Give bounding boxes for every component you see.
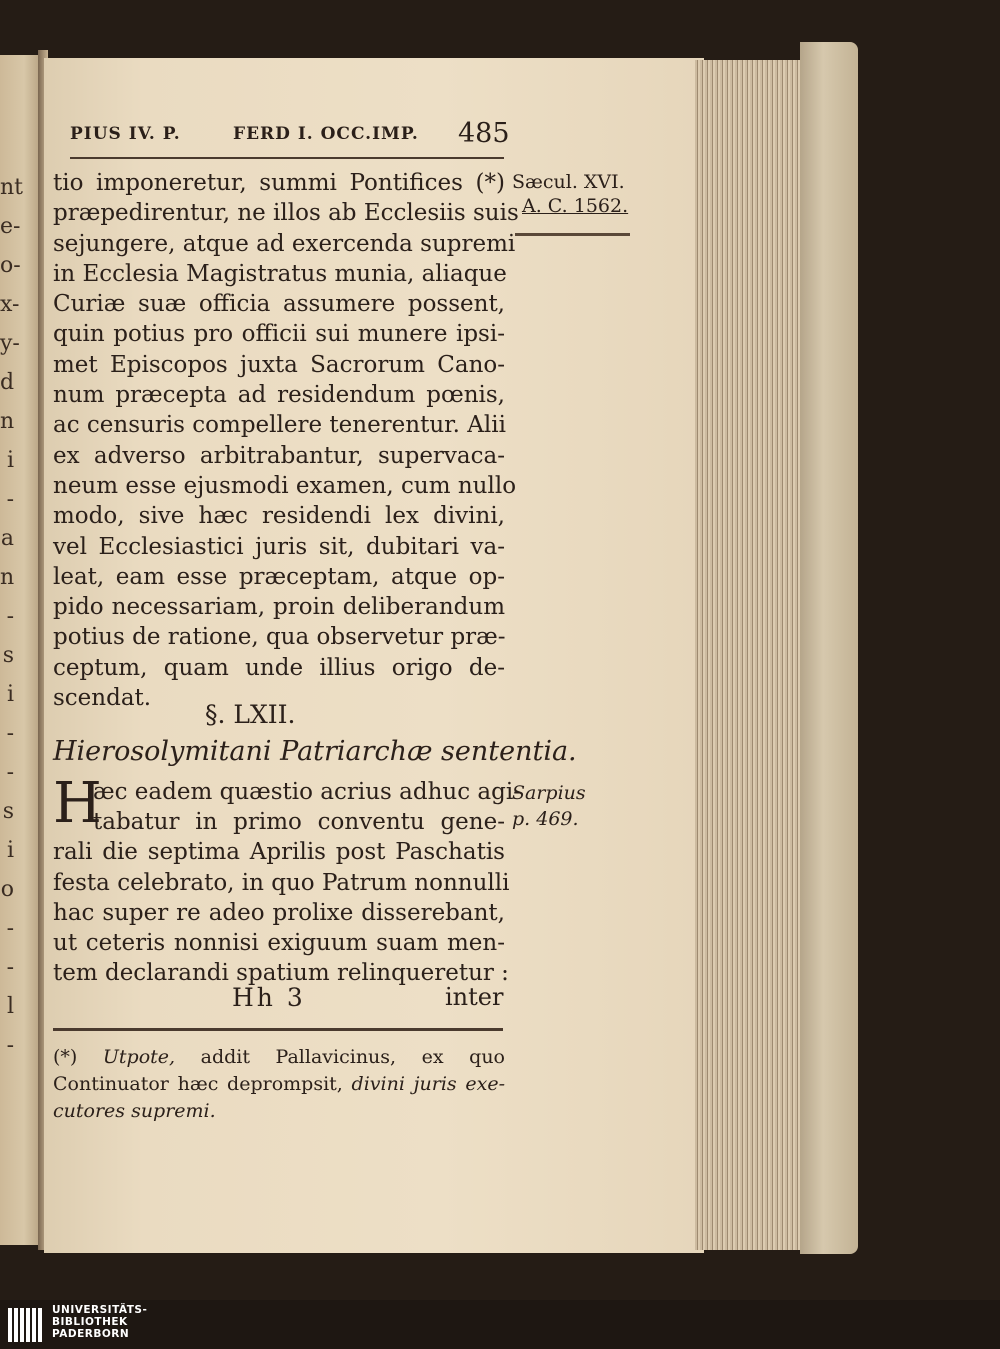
body-line: vel Ecclesiastici juris sit, dubitari va- <box>53 533 505 560</box>
footnote-line <box>53 1044 505 1071</box>
body-line: tio imponeretur, summi Pontifices (*) <box>53 170 505 196</box>
left-page-fragment: - <box>6 721 14 746</box>
footnote-line <box>53 1071 505 1098</box>
section-title: Hierosolymitani Patriarchæ sententia. <box>53 736 577 767</box>
margin-ref-author: Sarpius <box>512 782 586 804</box>
section-line: hac super re adeo prolixe disserebant, <box>53 899 505 926</box>
footnote-text: Continuator hæc deprompsit, <box>53 1073 343 1095</box>
left-page-edge <box>0 55 40 1245</box>
left-page-fragment: - <box>6 487 14 512</box>
library-name <box>52 1304 147 1340</box>
margin-ref-page: p. 469. <box>512 808 579 830</box>
section-line: tem declarandi spatium relinqueretur : <box>53 960 509 987</box>
body-line: modo, sive hæc residendi lex divini, <box>53 503 505 530</box>
section-line: rali die septima Aprilis post Paschatis <box>53 839 505 866</box>
library-footer <box>0 1300 1000 1349</box>
body-line: præpedirentur, ne illos ab Ecclesiis suis <box>53 200 519 227</box>
left-page-fragment: i <box>6 682 14 707</box>
library-logo-icon <box>8 1308 42 1342</box>
left-page-fragment: i <box>6 838 14 863</box>
body-paragraph <box>53 168 519 713</box>
body-line: potius de ratione, qua observetur præ- <box>53 624 506 651</box>
page-edges <box>695 60 805 1250</box>
body-line: ex adverso arbitrabantur, supervaca- <box>53 442 505 469</box>
left-page-fragment: y- <box>0 331 20 356</box>
signature-mark: Hh 3 <box>232 983 306 1012</box>
section-line: tabatur in primo conventu gene- <box>93 809 505 836</box>
section-paragraph <box>53 771 521 988</box>
section-line: æc eadem quæstio acrius adhuc agi- <box>93 779 521 805</box>
left-page-fragment: s <box>2 643 14 668</box>
margin-century: Sæcul. XVI. <box>512 171 625 193</box>
section-line: festa celebrato, in quo Patrum nonnulli <box>53 869 510 896</box>
logo-bar <box>38 1308 42 1342</box>
margin-rule <box>515 233 630 236</box>
body-line: ceptum, quam unde illius origo de- <box>53 654 505 681</box>
library-line-1: UNIVERSITÄTS- <box>52 1304 148 1316</box>
library-line-3: PADERBORN <box>52 1328 130 1340</box>
left-page-fragment: - <box>6 1033 14 1058</box>
footnote-utpote: Utpote, <box>102 1046 176 1068</box>
left-page-fragment: i <box>6 448 14 473</box>
left-page-fragment: - <box>6 955 14 980</box>
body-line: met Episcopos juxta Sacrorum Cano- <box>53 351 505 378</box>
body-line: num præcepta ad residendum pœnis, <box>53 382 505 409</box>
section-number: §. LXII. <box>205 700 296 729</box>
left-page-fragment: d <box>0 370 15 395</box>
margin-year: A. C. 1562. <box>522 195 629 217</box>
footnote-marker: (*) <box>53 1046 78 1068</box>
left-page-fragment: a <box>0 526 14 551</box>
left-page-fragment: n <box>0 565 15 590</box>
left-page-fragment: - <box>6 916 14 941</box>
left-page-fragment: l <box>6 994 14 1019</box>
drop-cap: H <box>53 771 102 836</box>
section-line: ut ceteris nonnisi exiguum suam men- <box>53 929 505 956</box>
header-rule <box>70 157 504 159</box>
left-page-fragment: nt <box>0 175 24 200</box>
margin-note-reference <box>512 780 586 832</box>
body-line: scendat. <box>53 685 152 712</box>
page-number: 485 <box>458 118 510 149</box>
logo-bar <box>8 1308 12 1342</box>
left-page-fragment: x- <box>0 292 20 317</box>
body-line: leat, eam esse præceptam, atque op- <box>53 563 505 590</box>
left-page-fragment: n <box>0 409 15 434</box>
margin-note-date <box>512 170 637 218</box>
footnote-rule <box>53 1028 503 1031</box>
library-line-2: BIBLIOTHEK <box>52 1316 128 1328</box>
running-header <box>70 118 510 154</box>
body-line: pido necessariam, proin deliberandum <box>53 594 505 621</box>
body-line: neum esse ejusmodi examen, cum nullo <box>53 472 517 499</box>
footnote-text: addit Pallavicinus, ex quo <box>200 1046 505 1068</box>
body-line: Curiæ suæ officia assumere possent, <box>53 291 505 318</box>
left-page-fragment: - <box>6 760 14 785</box>
left-page-fragment: e- <box>0 214 21 239</box>
header-pope: PIUS IV. P. <box>70 124 181 144</box>
body-line: quin potius pro officii sui munere ipsi- <box>53 321 505 348</box>
left-page-fragment: o <box>0 877 14 902</box>
footnote-italic: divini juris exe- <box>351 1073 505 1095</box>
body-line: sejungere, atque ad exercenda supremi <box>53 230 516 257</box>
catchword: inter <box>445 983 504 1011</box>
left-page-fragment: - <box>6 604 14 629</box>
logo-bar <box>32 1308 36 1342</box>
left-page-fragment: o- <box>0 253 21 278</box>
footnote-line: cutores supremi. <box>53 1100 216 1122</box>
logo-bar <box>20 1308 24 1342</box>
body-line: ac censuris compellere tenerentur. Alii <box>53 412 506 439</box>
body-line: in Ecclesia Magistratus munia, aliaque <box>53 260 507 287</box>
left-page-fragment: s <box>2 799 14 824</box>
footnote <box>53 1044 505 1125</box>
header-emperor: FERD I. OCC.IMP. <box>233 124 419 144</box>
logo-bar <box>14 1308 18 1342</box>
book-cover <box>800 42 858 1254</box>
logo-bar <box>26 1308 30 1342</box>
